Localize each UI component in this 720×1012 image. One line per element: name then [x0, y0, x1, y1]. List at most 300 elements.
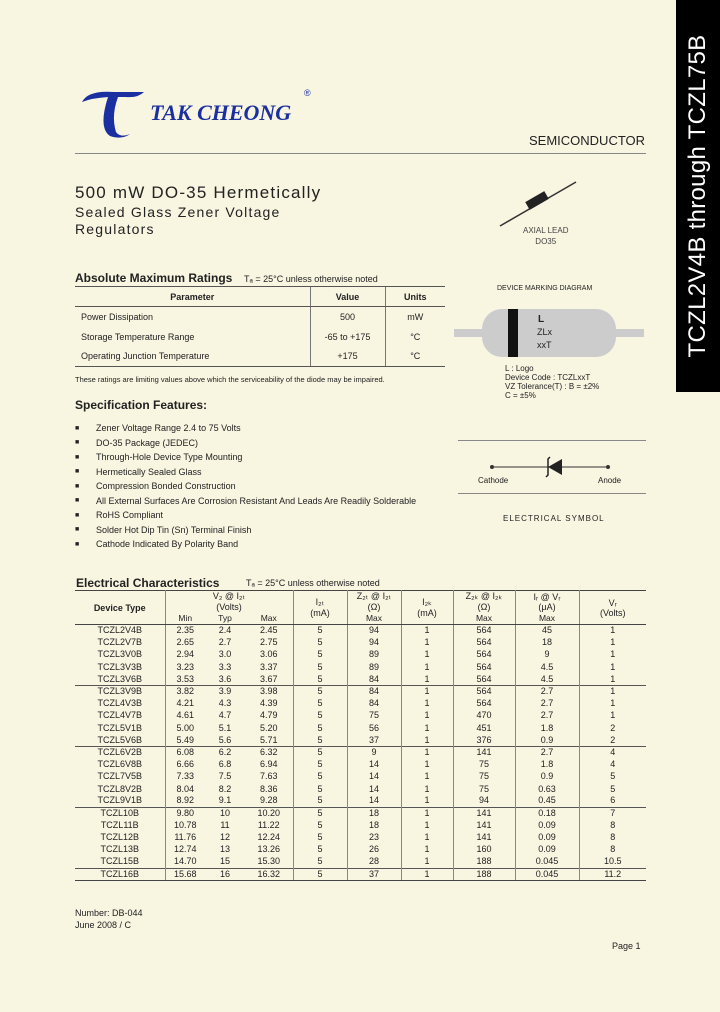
value-cell: 0.09: [515, 820, 579, 832]
bullet-icon: ■: [75, 424, 80, 432]
package-label: [523, 225, 569, 247]
marking-diode-illustration: [454, 305, 644, 361]
device-type-cell: TCZL9V1B: [75, 795, 165, 807]
value-cell: 3.6: [218, 673, 232, 684]
value-cell: 12: [219, 832, 230, 843]
device-type-cell: TCZL3V6B: [75, 673, 165, 685]
col-izk: [401, 591, 453, 625]
anode-label: Anode: [598, 476, 622, 485]
value-cell: 4.5: [515, 661, 579, 673]
table-row: [75, 685, 646, 697]
feature-text: Through-Hole Device Type Mounting: [96, 452, 243, 463]
value-cell: 2.45: [245, 625, 293, 637]
value-cell: 2: [610, 734, 616, 745]
bullet-icon: ■: [75, 511, 80, 519]
device-type-cell: TCZL2V7B: [75, 637, 165, 649]
value-cell: 75: [453, 783, 515, 795]
value-cell: 14: [347, 783, 401, 795]
value-cell: 5: [293, 710, 347, 722]
col-zzk-label: Z₂ₖ @ I₂ₖ: [465, 591, 503, 602]
value-cell: 0.9: [515, 734, 579, 746]
value-cell: 3.37: [245, 661, 293, 673]
bullet-icon: ■: [75, 482, 80, 490]
value-cell: 8.92: [176, 795, 195, 806]
value-cell: 1: [401, 868, 453, 880]
table-row: [75, 734, 646, 746]
device-type-cell: TCZL3V9B: [75, 685, 165, 697]
value-cell: 1: [401, 673, 453, 685]
value-cell: 1: [579, 685, 646, 697]
list-item: [75, 494, 416, 509]
value-cell: 5: [293, 661, 347, 673]
value-cell: 160: [453, 844, 515, 856]
value-cell: 56: [347, 722, 401, 734]
value-cell: 2.7: [515, 698, 579, 710]
device-type-cell: TCZL5V6B: [75, 734, 165, 746]
table-row: [75, 673, 646, 685]
col-vr-unit: (Volts): [599, 607, 626, 618]
cell: mW: [385, 307, 445, 327]
value-cell: 5: [293, 807, 347, 819]
value-cell: 2.7: [515, 710, 579, 722]
value-cell: 7: [579, 807, 646, 819]
value-cell: 18: [347, 807, 401, 819]
value-cell: 5: [293, 698, 347, 710]
value-cell: 10.78: [173, 820, 197, 831]
value-cell: 0.18: [515, 807, 579, 819]
value-cell: 1: [610, 649, 616, 660]
legend-line: Device Code : TCZLxxT: [505, 373, 591, 382]
value-cell: 564: [453, 637, 515, 649]
doc-title-line1: 500 mW DO-35 Hermetically: [75, 183, 322, 202]
table-row: [75, 347, 445, 367]
value-cell: 2.7: [515, 685, 579, 697]
legend-line: VZ Tolerance(T) : B = ±2%: [505, 382, 600, 391]
legend-line: C = ±5%: [505, 391, 536, 400]
table-row: [75, 868, 646, 880]
table-row: [75, 307, 445, 327]
value-cell: 37: [347, 868, 401, 880]
feature-text: RoHS Compliant: [96, 510, 164, 521]
col-value: Value: [310, 287, 385, 307]
col-parameter: Parameter: [75, 287, 310, 307]
electrical-table: [75, 590, 646, 881]
feature-text: Hermetically Sealed Glass: [96, 466, 202, 477]
feature-text: Zener Voltage Range 2.4 to 75 Volts: [96, 423, 241, 434]
col-vr: [579, 591, 646, 625]
value-cell: 3.23: [176, 661, 195, 672]
value-cell: 15: [219, 856, 230, 867]
value-cell: 14: [347, 795, 401, 807]
value-cell: 4: [610, 759, 616, 770]
value-cell: 3.9: [205, 685, 245, 697]
device-type-cell: TCZL15B: [75, 856, 165, 868]
value-cell: 6.8: [218, 759, 232, 770]
package-code: DO35: [535, 237, 557, 246]
value-cell: 1: [610, 661, 616, 672]
value-cell: 9.1: [218, 795, 232, 806]
feature-text: Cathode Indicated By Polarity Band: [96, 539, 239, 550]
feature-text: Solder Hot Dip Tin (Sn) Terminal Finish: [96, 524, 252, 535]
device-type-cell: TCZL3V3B: [75, 661, 165, 673]
value-cell: 10: [205, 807, 245, 819]
doc-title-line2: Sealed Glass Zener Voltage: [75, 204, 281, 220]
abs-max-note: Tₐ = 25°C unless otherwise noted: [244, 274, 378, 284]
value-cell: 564: [453, 649, 515, 661]
cell: +175: [310, 347, 385, 367]
device-type-cell: TCZL16B: [75, 868, 165, 880]
value-cell: 1: [401, 649, 453, 661]
value-cell: 6.2: [205, 746, 245, 758]
value-cell: 8.2: [218, 783, 232, 794]
value-cell: 8.04: [176, 783, 195, 794]
value-cell: 5: [293, 856, 347, 868]
value-cell: 564: [453, 685, 515, 697]
value-cell: 3.3: [218, 661, 232, 672]
cell: Power Dissipation: [81, 311, 154, 322]
table-row: [75, 661, 646, 673]
value-cell: 1.8: [515, 722, 579, 734]
value-cell: 0.09: [515, 832, 579, 844]
value-cell: 5: [293, 759, 347, 771]
electrical-heading: Electrical Characteristics: [76, 576, 220, 590]
col-vz: [165, 591, 293, 613]
value-cell: 16.32: [245, 868, 293, 880]
list-item: [75, 421, 416, 436]
value-cell: 45: [515, 625, 579, 637]
value-cell: 0.045: [515, 868, 579, 880]
value-cell: 89: [347, 649, 401, 661]
col-ir-unit: (μA): [538, 601, 556, 612]
value-cell: 94: [347, 637, 401, 649]
value-cell: 18: [347, 820, 401, 832]
device-type-cell: TCZL7V5B: [75, 771, 165, 783]
package-type: AXIAL LEAD: [523, 226, 569, 235]
col-izt: [293, 591, 347, 625]
marking-code-text: ZLx: [537, 327, 553, 337]
value-cell: 5: [293, 625, 347, 637]
electrical-note: Tₐ = 25°C unless otherwise noted: [246, 578, 380, 588]
doc-number: Number: DB-044: [75, 908, 143, 918]
value-cell: 5: [610, 783, 616, 794]
electrical-table-body: [75, 625, 646, 881]
sub-typ: Typ: [205, 613, 245, 625]
list-item: [75, 450, 416, 465]
value-cell: 13.26: [245, 844, 293, 856]
cathode-label: Cathode: [478, 476, 509, 485]
value-cell: 7.5: [218, 771, 232, 782]
table-row: [75, 625, 646, 637]
sub-max: Max: [245, 613, 293, 625]
cell: -65 to +175: [310, 327, 385, 347]
limits-note: These ratings are limiting values above which the serviceability of the diode may be impaired.: [75, 375, 385, 384]
value-cell: 5: [610, 771, 616, 782]
value-cell: 5: [293, 734, 347, 746]
brand-name: TAK CHEONG: [150, 100, 292, 125]
value-cell: 2.7: [515, 746, 579, 758]
value-cell: 5: [293, 771, 347, 783]
value-cell: 2.75: [245, 637, 293, 649]
list-item: [75, 465, 416, 480]
value-cell: 10.5: [603, 856, 622, 867]
page-number: Page 1: [612, 941, 641, 951]
value-cell: 1: [401, 844, 453, 856]
value-cell: 9.80: [165, 807, 205, 819]
table-row: [75, 649, 646, 661]
value-cell: 3.53: [176, 673, 195, 684]
value-cell: 1: [401, 746, 453, 758]
value-cell: 75: [453, 759, 515, 771]
device-type-cell: TCZL13B: [75, 844, 165, 856]
brand-logo: [78, 88, 398, 138]
side-banner: [676, 0, 720, 392]
table-row: [75, 844, 646, 856]
list-item: [75, 479, 416, 494]
col-zzk-unit: (Ω): [477, 602, 491, 613]
value-cell: 4.39: [245, 698, 293, 710]
col-ir-label: Iᵣ @ Vᵣ: [533, 591, 561, 602]
device-type-cell: TCZL8V2B: [75, 783, 165, 795]
features-heading: Specification Features:: [75, 398, 208, 412]
value-cell: 1: [401, 637, 453, 649]
value-cell: 6.94: [245, 759, 293, 771]
value-cell: 5.6: [218, 734, 232, 745]
col-zzt-unit: (Ω): [367, 602, 381, 613]
marking-tol-text: xxT: [537, 340, 552, 350]
value-cell: 376: [453, 734, 515, 746]
value-cell: 5.00: [176, 722, 195, 733]
value-cell: 0.09: [515, 844, 579, 856]
cell: Operating Junction Temperature: [75, 347, 310, 367]
value-cell: 18: [515, 637, 579, 649]
value-cell: 94: [347, 625, 401, 637]
value-cell: 3.98: [245, 685, 293, 697]
value-cell: 2.65: [176, 637, 195, 648]
table-row: [75, 807, 646, 819]
cell: °C: [385, 327, 445, 347]
sub-zzt-max: Max: [347, 613, 401, 625]
col-ir: [515, 591, 579, 613]
value-cell: 1: [401, 807, 453, 819]
value-cell: 470: [453, 710, 515, 722]
value-cell: 564: [453, 673, 515, 685]
value-cell: 0.45: [515, 795, 579, 807]
value-cell: 188: [453, 856, 515, 868]
sub-zzk-max: Max: [453, 613, 515, 625]
value-cell: 4.5: [515, 673, 579, 685]
table-row: [75, 832, 646, 844]
value-cell: 4.3: [218, 698, 232, 709]
header-divider: [75, 153, 646, 154]
col-zzt: [347, 591, 401, 613]
value-cell: 1: [401, 856, 453, 868]
list-item: [75, 508, 416, 523]
value-cell: 3.0: [218, 649, 232, 660]
value-cell: 1: [401, 783, 453, 795]
features-list: [75, 421, 416, 552]
value-cell: 84: [347, 685, 401, 697]
value-cell: 5: [293, 637, 347, 649]
value-cell: 1: [401, 795, 453, 807]
value-cell: 6.32: [245, 746, 293, 758]
list-item: [75, 523, 416, 538]
value-cell: 11: [220, 820, 230, 831]
value-cell: 3.06: [245, 649, 293, 661]
value-cell: 14.70: [173, 856, 197, 867]
value-cell: 11.22: [245, 820, 293, 832]
bullet-icon: ■: [75, 540, 80, 548]
value-cell: 5: [293, 820, 347, 832]
marking-legend: [505, 364, 599, 400]
value-cell: 10.20: [245, 807, 293, 819]
cell: Storage Temperature Range: [81, 331, 195, 342]
value-cell: 9: [515, 649, 579, 661]
axial-diode-illustration: [488, 178, 588, 228]
device-type-cell: TCZL4V3B: [75, 698, 165, 710]
value-cell: 1: [401, 722, 453, 734]
col-zzk: [453, 591, 515, 613]
value-cell: 1: [401, 685, 453, 697]
table-row: [75, 710, 646, 722]
device-type-cell: TCZL12B: [75, 832, 165, 844]
table-row: [75, 746, 646, 758]
value-cell: 7.33: [176, 771, 195, 782]
table-row: [75, 771, 646, 783]
value-cell: 3.67: [245, 673, 293, 685]
col-izk-label: I₂ₖ: [422, 597, 432, 607]
value-cell: 5: [293, 649, 347, 661]
value-cell: 4.79: [245, 710, 293, 722]
value-cell: 84: [347, 698, 401, 710]
value-cell: 5.20: [245, 722, 293, 734]
value-cell: 2.7: [218, 637, 232, 648]
value-cell: 1: [401, 625, 453, 637]
value-cell: 141: [453, 832, 515, 844]
value-cell: 16: [205, 868, 245, 880]
value-cell: 564: [453, 661, 515, 673]
value-cell: 1: [401, 771, 453, 783]
marking-logo-text: L: [538, 314, 545, 325]
value-cell: 5: [293, 844, 347, 856]
col-izt-label: I₂ₜ: [315, 597, 325, 607]
col-izk-unit: (mA): [417, 608, 437, 618]
tc-logo-icon: [78, 88, 148, 138]
value-cell: 3.82: [165, 685, 205, 697]
list-item: [75, 436, 416, 451]
value-cell: 8: [610, 820, 616, 831]
bullet-icon: ■: [75, 526, 80, 534]
value-cell: 1: [401, 759, 453, 771]
value-cell: 1: [401, 734, 453, 746]
value-cell: 8: [610, 832, 616, 843]
table-row: [75, 722, 646, 734]
value-cell: 5.71: [245, 734, 293, 746]
value-cell: 5.1: [218, 722, 232, 733]
value-cell: 1: [610, 710, 616, 721]
list-item: [75, 537, 416, 552]
cell: °C: [385, 347, 445, 367]
value-cell: 7.63: [245, 771, 293, 783]
value-cell: 8: [610, 844, 616, 855]
feature-text: All External Surfaces Are Corrosion Resistant And Leads Are Readily Solderable: [96, 495, 417, 506]
device-type-cell: TCZL6V8B: [75, 759, 165, 771]
value-cell: 2: [610, 722, 616, 733]
table-row: [75, 698, 646, 710]
value-cell: 1: [401, 710, 453, 722]
value-cell: 2.35: [176, 625, 195, 636]
device-type-cell: TCZL2V4B: [75, 625, 165, 637]
col-vr-label: Vᵣ: [608, 597, 617, 608]
table-row: [75, 637, 646, 649]
table-row: [75, 856, 646, 868]
sub-min: Min: [165, 613, 205, 625]
value-cell: 0.9: [515, 771, 579, 783]
col-units: Units: [385, 287, 445, 307]
part-range-label: TCZL2V4B through TCZL75B: [684, 34, 711, 358]
value-cell: 0.045: [515, 856, 579, 868]
value-cell: 1: [610, 625, 616, 636]
device-type-cell: TCZL10B: [75, 807, 165, 819]
symbol-caption: ELECTRICAL SYMBOL: [503, 514, 605, 523]
col-vz-label: V₂ @ I₂ₜ: [212, 591, 246, 602]
bullet-icon: ■: [75, 439, 80, 447]
bullet-icon: ■: [75, 497, 80, 505]
value-cell: 451: [453, 722, 515, 734]
value-cell: 4.7: [218, 710, 232, 721]
value-cell: 1: [610, 673, 616, 684]
abs-max-heading: Absolute Maximum Ratings: [75, 271, 233, 285]
value-cell: 188: [453, 868, 515, 880]
value-cell: 9.28: [245, 795, 293, 807]
division-label: SEMICONDUCTOR: [529, 133, 646, 148]
registered-mark: ®: [304, 88, 311, 98]
value-cell: 75: [347, 710, 401, 722]
table-row: [75, 820, 646, 832]
value-cell: 5.49: [176, 734, 195, 745]
feature-text: DO-35 Package (JEDEC): [96, 437, 199, 448]
col-vz-unit: (Volts): [216, 602, 242, 613]
value-cell: 1: [401, 661, 453, 673]
value-cell: 141: [453, 746, 515, 758]
value-cell: 14: [347, 771, 401, 783]
value-cell: 564: [453, 698, 515, 710]
value-cell: 5: [293, 685, 347, 697]
value-cell: 28: [347, 856, 401, 868]
value-cell: 6.66: [176, 759, 195, 770]
value-cell: 84: [347, 673, 401, 685]
value-cell: 4: [579, 746, 646, 758]
value-cell: 5: [293, 783, 347, 795]
device-type-cell: TCZL11B: [75, 820, 165, 832]
value-cell: 5: [293, 746, 347, 758]
table-row: [75, 795, 646, 807]
value-cell: 14: [347, 759, 401, 771]
value-cell: 141: [453, 820, 515, 832]
bullet-icon: ■: [75, 453, 80, 461]
value-cell: 1: [401, 820, 453, 832]
value-cell: 8.36: [245, 783, 293, 795]
marking-title: DEVICE MARKING DIAGRAM: [497, 285, 593, 292]
value-cell: 2.94: [176, 649, 195, 660]
value-cell: 4.21: [176, 698, 195, 709]
cell: 500: [310, 307, 385, 327]
value-cell: 5: [293, 722, 347, 734]
value-cell: 1: [610, 637, 616, 648]
value-cell: 12.74: [173, 844, 197, 855]
col-device-type: Device Type: [75, 591, 165, 625]
value-cell: 141: [453, 807, 515, 819]
doc-date: June 2008 / C: [75, 920, 132, 930]
